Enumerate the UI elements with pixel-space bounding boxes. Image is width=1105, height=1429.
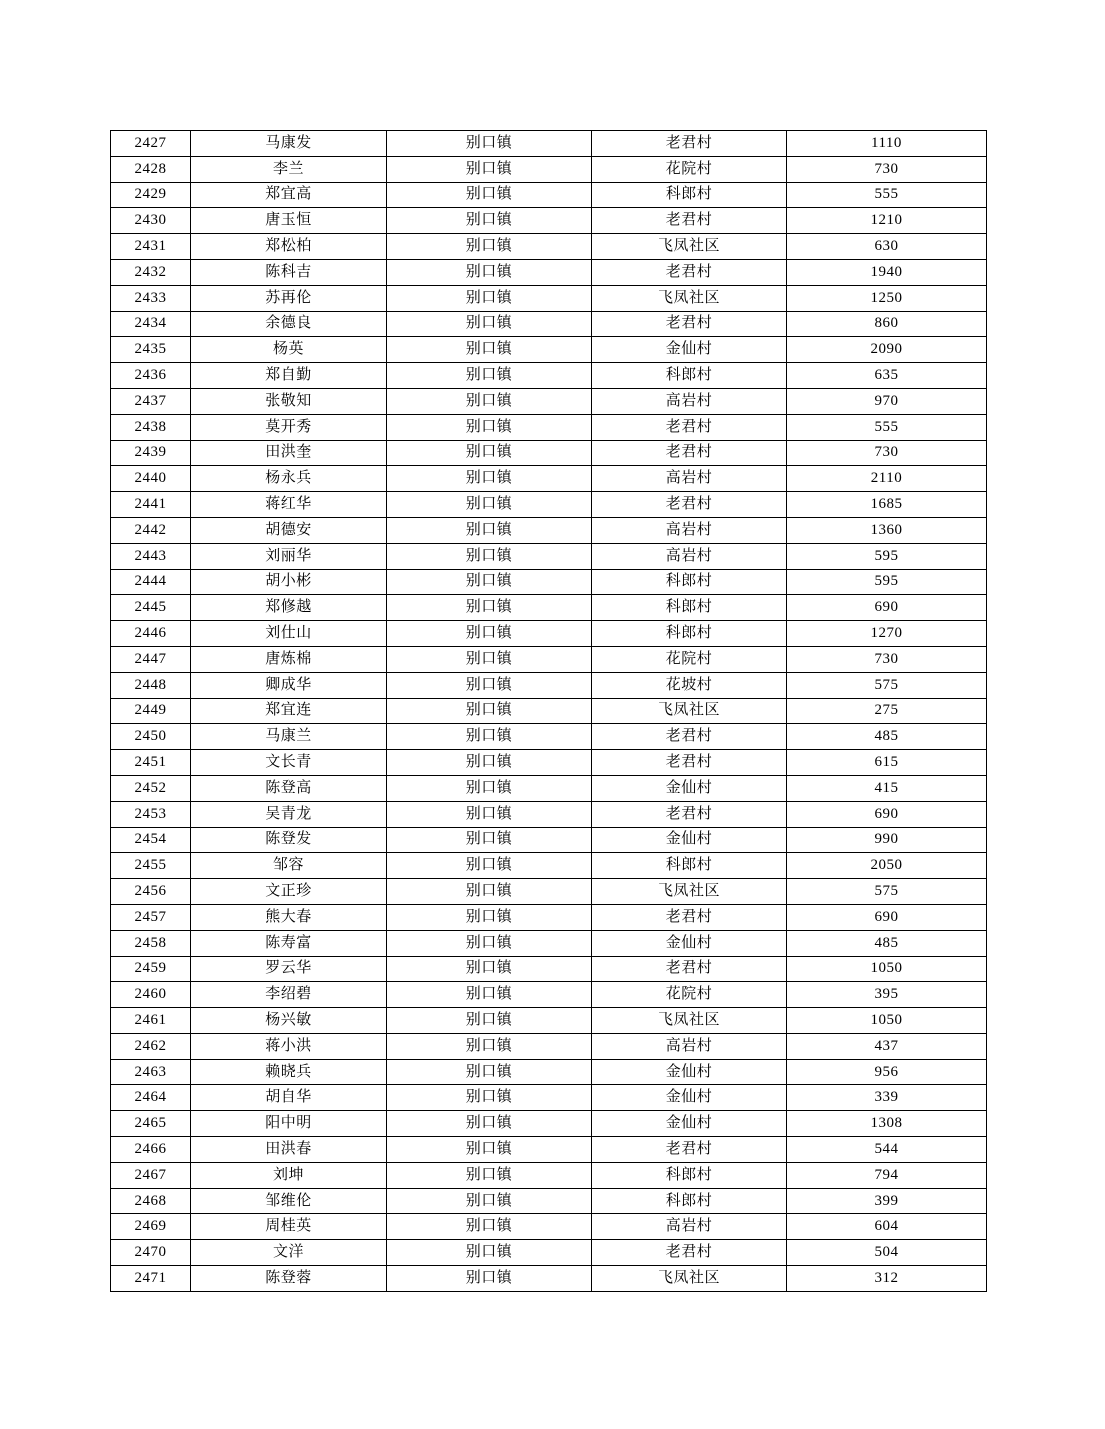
town-cell: 别口镇 bbox=[387, 853, 592, 879]
serial-cell: 2428 bbox=[111, 156, 191, 182]
serial-cell: 2456 bbox=[111, 879, 191, 905]
serial-cell: 2438 bbox=[111, 414, 191, 440]
town-cell: 别口镇 bbox=[387, 1059, 592, 1085]
name-cell: 陈登高 bbox=[191, 775, 387, 801]
village-cell: 花坡村 bbox=[592, 672, 787, 698]
table-row bbox=[111, 182, 987, 208]
name-cell: 胡小彬 bbox=[191, 569, 387, 595]
table-row bbox=[111, 982, 987, 1008]
serial-cell: 2442 bbox=[111, 517, 191, 543]
records-table-body bbox=[111, 131, 987, 1292]
village-cell: 飞凤社区 bbox=[592, 698, 787, 724]
records-table bbox=[110, 130, 987, 1292]
serial-cell: 2443 bbox=[111, 543, 191, 569]
table-row bbox=[111, 259, 987, 285]
table-row bbox=[111, 1214, 987, 1240]
amount-cell: 555 bbox=[787, 182, 987, 208]
serial-cell: 2461 bbox=[111, 1008, 191, 1034]
serial-cell: 2455 bbox=[111, 853, 191, 879]
name-cell: 陈登蓉 bbox=[191, 1266, 387, 1292]
name-cell: 刘坤 bbox=[191, 1162, 387, 1188]
town-cell: 别口镇 bbox=[387, 517, 592, 543]
table-row bbox=[111, 1085, 987, 1111]
village-cell: 飞凤社区 bbox=[592, 234, 787, 260]
amount-cell: 1270 bbox=[787, 621, 987, 647]
serial-cell: 2447 bbox=[111, 646, 191, 672]
amount-cell: 485 bbox=[787, 930, 987, 956]
serial-cell: 2468 bbox=[111, 1188, 191, 1214]
amount-cell: 956 bbox=[787, 1059, 987, 1085]
serial-cell: 2460 bbox=[111, 982, 191, 1008]
town-cell: 别口镇 bbox=[387, 182, 592, 208]
town-cell: 别口镇 bbox=[387, 775, 592, 801]
village-cell: 高岩村 bbox=[592, 517, 787, 543]
town-cell: 别口镇 bbox=[387, 1137, 592, 1163]
amount-cell: 312 bbox=[787, 1266, 987, 1292]
name-cell: 郑自勤 bbox=[191, 363, 387, 389]
amount-cell: 485 bbox=[787, 724, 987, 750]
town-cell: 别口镇 bbox=[387, 1162, 592, 1188]
amount-cell: 1250 bbox=[787, 285, 987, 311]
serial-cell: 2444 bbox=[111, 569, 191, 595]
amount-cell: 2110 bbox=[787, 466, 987, 492]
village-cell: 金仙村 bbox=[592, 337, 787, 363]
village-cell: 高岩村 bbox=[592, 543, 787, 569]
amount-cell: 1050 bbox=[787, 956, 987, 982]
town-cell: 别口镇 bbox=[387, 414, 592, 440]
serial-cell: 2427 bbox=[111, 131, 191, 157]
name-cell: 田洪春 bbox=[191, 1137, 387, 1163]
serial-cell: 2462 bbox=[111, 1033, 191, 1059]
town-cell: 别口镇 bbox=[387, 388, 592, 414]
table-row bbox=[111, 1240, 987, 1266]
village-cell: 飞凤社区 bbox=[592, 879, 787, 905]
village-cell: 科郎村 bbox=[592, 182, 787, 208]
table-row bbox=[111, 1033, 987, 1059]
serial-cell: 2432 bbox=[111, 259, 191, 285]
amount-cell: 595 bbox=[787, 543, 987, 569]
table-row bbox=[111, 388, 987, 414]
amount-cell: 690 bbox=[787, 595, 987, 621]
serial-cell: 2454 bbox=[111, 827, 191, 853]
serial-cell: 2431 bbox=[111, 234, 191, 260]
serial-cell: 2433 bbox=[111, 285, 191, 311]
table-row bbox=[111, 672, 987, 698]
amount-cell: 1940 bbox=[787, 259, 987, 285]
village-cell: 老君村 bbox=[592, 259, 787, 285]
village-cell: 科郎村 bbox=[592, 1188, 787, 1214]
village-cell: 老君村 bbox=[592, 904, 787, 930]
village-cell: 老君村 bbox=[592, 724, 787, 750]
town-cell: 别口镇 bbox=[387, 698, 592, 724]
amount-cell: 1308 bbox=[787, 1111, 987, 1137]
table-row bbox=[111, 1266, 987, 1292]
village-cell: 科郎村 bbox=[592, 595, 787, 621]
amount-cell: 615 bbox=[787, 750, 987, 776]
village-cell: 老君村 bbox=[592, 440, 787, 466]
name-cell: 胡德安 bbox=[191, 517, 387, 543]
town-cell: 别口镇 bbox=[387, 904, 592, 930]
serial-cell: 2451 bbox=[111, 750, 191, 776]
village-cell: 科郎村 bbox=[592, 621, 787, 647]
name-cell: 吴青龙 bbox=[191, 801, 387, 827]
village-cell: 金仙村 bbox=[592, 930, 787, 956]
village-cell: 花院村 bbox=[592, 646, 787, 672]
table-row bbox=[111, 646, 987, 672]
town-cell: 别口镇 bbox=[387, 466, 592, 492]
amount-cell: 399 bbox=[787, 1188, 987, 1214]
village-cell: 老君村 bbox=[592, 414, 787, 440]
amount-cell: 575 bbox=[787, 672, 987, 698]
name-cell: 刘丽华 bbox=[191, 543, 387, 569]
table-row bbox=[111, 569, 987, 595]
table-row bbox=[111, 363, 987, 389]
table-row bbox=[111, 414, 987, 440]
town-cell: 别口镇 bbox=[387, 1188, 592, 1214]
town-cell: 别口镇 bbox=[387, 311, 592, 337]
amount-cell: 575 bbox=[787, 879, 987, 905]
village-cell: 高岩村 bbox=[592, 1033, 787, 1059]
amount-cell: 794 bbox=[787, 1162, 987, 1188]
name-cell: 周桂英 bbox=[191, 1214, 387, 1240]
name-cell: 唐玉恒 bbox=[191, 208, 387, 234]
town-cell: 别口镇 bbox=[387, 440, 592, 466]
town-cell: 别口镇 bbox=[387, 363, 592, 389]
town-cell: 别口镇 bbox=[387, 156, 592, 182]
village-cell: 金仙村 bbox=[592, 827, 787, 853]
name-cell: 张敬知 bbox=[191, 388, 387, 414]
village-cell: 科郎村 bbox=[592, 853, 787, 879]
name-cell: 杨英 bbox=[191, 337, 387, 363]
table-row bbox=[111, 801, 987, 827]
name-cell: 杨永兵 bbox=[191, 466, 387, 492]
amount-cell: 860 bbox=[787, 311, 987, 337]
name-cell: 余德良 bbox=[191, 311, 387, 337]
amount-cell: 604 bbox=[787, 1214, 987, 1240]
town-cell: 别口镇 bbox=[387, 750, 592, 776]
name-cell: 刘仕山 bbox=[191, 621, 387, 647]
table-row bbox=[111, 131, 987, 157]
table-row bbox=[111, 621, 987, 647]
amount-cell: 690 bbox=[787, 801, 987, 827]
table-row bbox=[111, 285, 987, 311]
village-cell: 老君村 bbox=[592, 311, 787, 337]
town-cell: 别口镇 bbox=[387, 1111, 592, 1137]
serial-cell: 2435 bbox=[111, 337, 191, 363]
serial-cell: 2458 bbox=[111, 930, 191, 956]
amount-cell: 395 bbox=[787, 982, 987, 1008]
table-row bbox=[111, 750, 987, 776]
serial-cell: 2467 bbox=[111, 1162, 191, 1188]
serial-cell: 2464 bbox=[111, 1085, 191, 1111]
table-row bbox=[111, 337, 987, 363]
amount-cell: 2050 bbox=[787, 853, 987, 879]
table-row bbox=[111, 827, 987, 853]
name-cell: 文长青 bbox=[191, 750, 387, 776]
village-cell: 飞凤社区 bbox=[592, 1008, 787, 1034]
amount-cell: 504 bbox=[787, 1240, 987, 1266]
serial-cell: 2440 bbox=[111, 466, 191, 492]
serial-cell: 2470 bbox=[111, 1240, 191, 1266]
name-cell: 李兰 bbox=[191, 156, 387, 182]
table-row bbox=[111, 156, 987, 182]
name-cell: 陈登发 bbox=[191, 827, 387, 853]
table-row bbox=[111, 698, 987, 724]
serial-cell: 2441 bbox=[111, 492, 191, 518]
name-cell: 胡自华 bbox=[191, 1085, 387, 1111]
serial-cell: 2429 bbox=[111, 182, 191, 208]
table-row bbox=[111, 543, 987, 569]
amount-cell: 970 bbox=[787, 388, 987, 414]
town-cell: 别口镇 bbox=[387, 1240, 592, 1266]
table-row bbox=[111, 724, 987, 750]
table-row bbox=[111, 1008, 987, 1034]
town-cell: 别口镇 bbox=[387, 930, 592, 956]
name-cell: 马康发 bbox=[191, 131, 387, 157]
village-cell: 金仙村 bbox=[592, 775, 787, 801]
serial-cell: 2445 bbox=[111, 595, 191, 621]
serial-cell: 2457 bbox=[111, 904, 191, 930]
village-cell: 高岩村 bbox=[592, 466, 787, 492]
amount-cell: 555 bbox=[787, 414, 987, 440]
serial-cell: 2465 bbox=[111, 1111, 191, 1137]
town-cell: 别口镇 bbox=[387, 1033, 592, 1059]
amount-cell: 730 bbox=[787, 646, 987, 672]
name-cell: 蒋小洪 bbox=[191, 1033, 387, 1059]
serial-cell: 2463 bbox=[111, 1059, 191, 1085]
town-cell: 别口镇 bbox=[387, 234, 592, 260]
village-cell: 老君村 bbox=[592, 801, 787, 827]
town-cell: 别口镇 bbox=[387, 646, 592, 672]
town-cell: 别口镇 bbox=[387, 337, 592, 363]
table-row bbox=[111, 775, 987, 801]
table-row bbox=[111, 208, 987, 234]
table-row bbox=[111, 466, 987, 492]
table-row bbox=[111, 234, 987, 260]
village-cell: 科郎村 bbox=[592, 1162, 787, 1188]
serial-cell: 2453 bbox=[111, 801, 191, 827]
amount-cell: 1360 bbox=[787, 517, 987, 543]
town-cell: 别口镇 bbox=[387, 724, 592, 750]
name-cell: 熊大春 bbox=[191, 904, 387, 930]
serial-cell: 2436 bbox=[111, 363, 191, 389]
town-cell: 别口镇 bbox=[387, 672, 592, 698]
name-cell: 莫开秀 bbox=[191, 414, 387, 440]
table-row bbox=[111, 904, 987, 930]
village-cell: 老君村 bbox=[592, 1240, 787, 1266]
name-cell: 马康兰 bbox=[191, 724, 387, 750]
village-cell: 老君村 bbox=[592, 956, 787, 982]
village-cell: 高岩村 bbox=[592, 1214, 787, 1240]
table-row bbox=[111, 492, 987, 518]
serial-cell: 2469 bbox=[111, 1214, 191, 1240]
amount-cell: 730 bbox=[787, 440, 987, 466]
town-cell: 别口镇 bbox=[387, 543, 592, 569]
serial-cell: 2466 bbox=[111, 1137, 191, 1163]
table-row bbox=[111, 879, 987, 905]
table-row bbox=[111, 517, 987, 543]
name-cell: 李绍碧 bbox=[191, 982, 387, 1008]
amount-cell: 630 bbox=[787, 234, 987, 260]
serial-cell: 2430 bbox=[111, 208, 191, 234]
amount-cell: 2090 bbox=[787, 337, 987, 363]
village-cell: 老君村 bbox=[592, 208, 787, 234]
name-cell: 阳中明 bbox=[191, 1111, 387, 1137]
serial-cell: 2450 bbox=[111, 724, 191, 750]
village-cell: 老君村 bbox=[592, 492, 787, 518]
table-row bbox=[111, 956, 987, 982]
table-row bbox=[111, 1162, 987, 1188]
town-cell: 别口镇 bbox=[387, 285, 592, 311]
name-cell: 郑宜高 bbox=[191, 182, 387, 208]
village-cell: 金仙村 bbox=[592, 1111, 787, 1137]
town-cell: 别口镇 bbox=[387, 1266, 592, 1292]
name-cell: 文正珍 bbox=[191, 879, 387, 905]
village-cell: 科郎村 bbox=[592, 569, 787, 595]
serial-cell: 2452 bbox=[111, 775, 191, 801]
amount-cell: 730 bbox=[787, 156, 987, 182]
name-cell: 蒋红华 bbox=[191, 492, 387, 518]
amount-cell: 1050 bbox=[787, 1008, 987, 1034]
town-cell: 别口镇 bbox=[387, 879, 592, 905]
name-cell: 郑松柏 bbox=[191, 234, 387, 260]
serial-cell: 2439 bbox=[111, 440, 191, 466]
village-cell: 老君村 bbox=[592, 1137, 787, 1163]
table-row bbox=[111, 1137, 987, 1163]
village-cell: 老君村 bbox=[592, 750, 787, 776]
name-cell: 赖晓兵 bbox=[191, 1059, 387, 1085]
table-row bbox=[111, 930, 987, 956]
name-cell: 杨兴敏 bbox=[191, 1008, 387, 1034]
village-cell: 高岩村 bbox=[592, 388, 787, 414]
amount-cell: 635 bbox=[787, 363, 987, 389]
amount-cell: 437 bbox=[787, 1033, 987, 1059]
table-row bbox=[111, 1111, 987, 1137]
amount-cell: 415 bbox=[787, 775, 987, 801]
town-cell: 别口镇 bbox=[387, 208, 592, 234]
amount-cell: 544 bbox=[787, 1137, 987, 1163]
amount-cell: 1685 bbox=[787, 492, 987, 518]
amount-cell: 275 bbox=[787, 698, 987, 724]
town-cell: 别口镇 bbox=[387, 1008, 592, 1034]
table-row bbox=[111, 1059, 987, 1085]
table-row bbox=[111, 311, 987, 337]
village-cell: 花院村 bbox=[592, 156, 787, 182]
serial-cell: 2459 bbox=[111, 956, 191, 982]
town-cell: 别口镇 bbox=[387, 1085, 592, 1111]
serial-cell: 2448 bbox=[111, 672, 191, 698]
amount-cell: 690 bbox=[787, 904, 987, 930]
town-cell: 别口镇 bbox=[387, 956, 592, 982]
town-cell: 别口镇 bbox=[387, 569, 592, 595]
name-cell: 卿成华 bbox=[191, 672, 387, 698]
amount-cell: 595 bbox=[787, 569, 987, 595]
name-cell: 邹维伦 bbox=[191, 1188, 387, 1214]
town-cell: 别口镇 bbox=[387, 492, 592, 518]
table-row bbox=[111, 595, 987, 621]
table-row bbox=[111, 1188, 987, 1214]
village-cell: 金仙村 bbox=[592, 1059, 787, 1085]
name-cell: 唐炼棉 bbox=[191, 646, 387, 672]
town-cell: 别口镇 bbox=[387, 259, 592, 285]
name-cell: 苏再伦 bbox=[191, 285, 387, 311]
serial-cell: 2471 bbox=[111, 1266, 191, 1292]
name-cell: 陈科吉 bbox=[191, 259, 387, 285]
name-cell: 邹容 bbox=[191, 853, 387, 879]
name-cell: 郑修越 bbox=[191, 595, 387, 621]
amount-cell: 990 bbox=[787, 827, 987, 853]
amount-cell: 1210 bbox=[787, 208, 987, 234]
village-cell: 科郎村 bbox=[592, 363, 787, 389]
town-cell: 别口镇 bbox=[387, 982, 592, 1008]
name-cell: 罗云华 bbox=[191, 956, 387, 982]
serial-cell: 2437 bbox=[111, 388, 191, 414]
name-cell: 田洪奎 bbox=[191, 440, 387, 466]
town-cell: 别口镇 bbox=[387, 595, 592, 621]
serial-cell: 2449 bbox=[111, 698, 191, 724]
village-cell: 金仙村 bbox=[592, 1085, 787, 1111]
village-cell: 花院村 bbox=[592, 982, 787, 1008]
table-row bbox=[111, 440, 987, 466]
name-cell: 陈寿富 bbox=[191, 930, 387, 956]
town-cell: 别口镇 bbox=[387, 801, 592, 827]
town-cell: 别口镇 bbox=[387, 1214, 592, 1240]
name-cell: 郑宜连 bbox=[191, 698, 387, 724]
serial-cell: 2446 bbox=[111, 621, 191, 647]
name-cell: 文洋 bbox=[191, 1240, 387, 1266]
village-cell: 飞凤社区 bbox=[592, 285, 787, 311]
town-cell: 别口镇 bbox=[387, 621, 592, 647]
table-row bbox=[111, 853, 987, 879]
town-cell: 别口镇 bbox=[387, 131, 592, 157]
serial-cell: 2434 bbox=[111, 311, 191, 337]
village-cell: 飞凤社区 bbox=[592, 1266, 787, 1292]
town-cell: 别口镇 bbox=[387, 827, 592, 853]
amount-cell: 1110 bbox=[787, 131, 987, 157]
amount-cell: 339 bbox=[787, 1085, 987, 1111]
village-cell: 老君村 bbox=[592, 131, 787, 157]
